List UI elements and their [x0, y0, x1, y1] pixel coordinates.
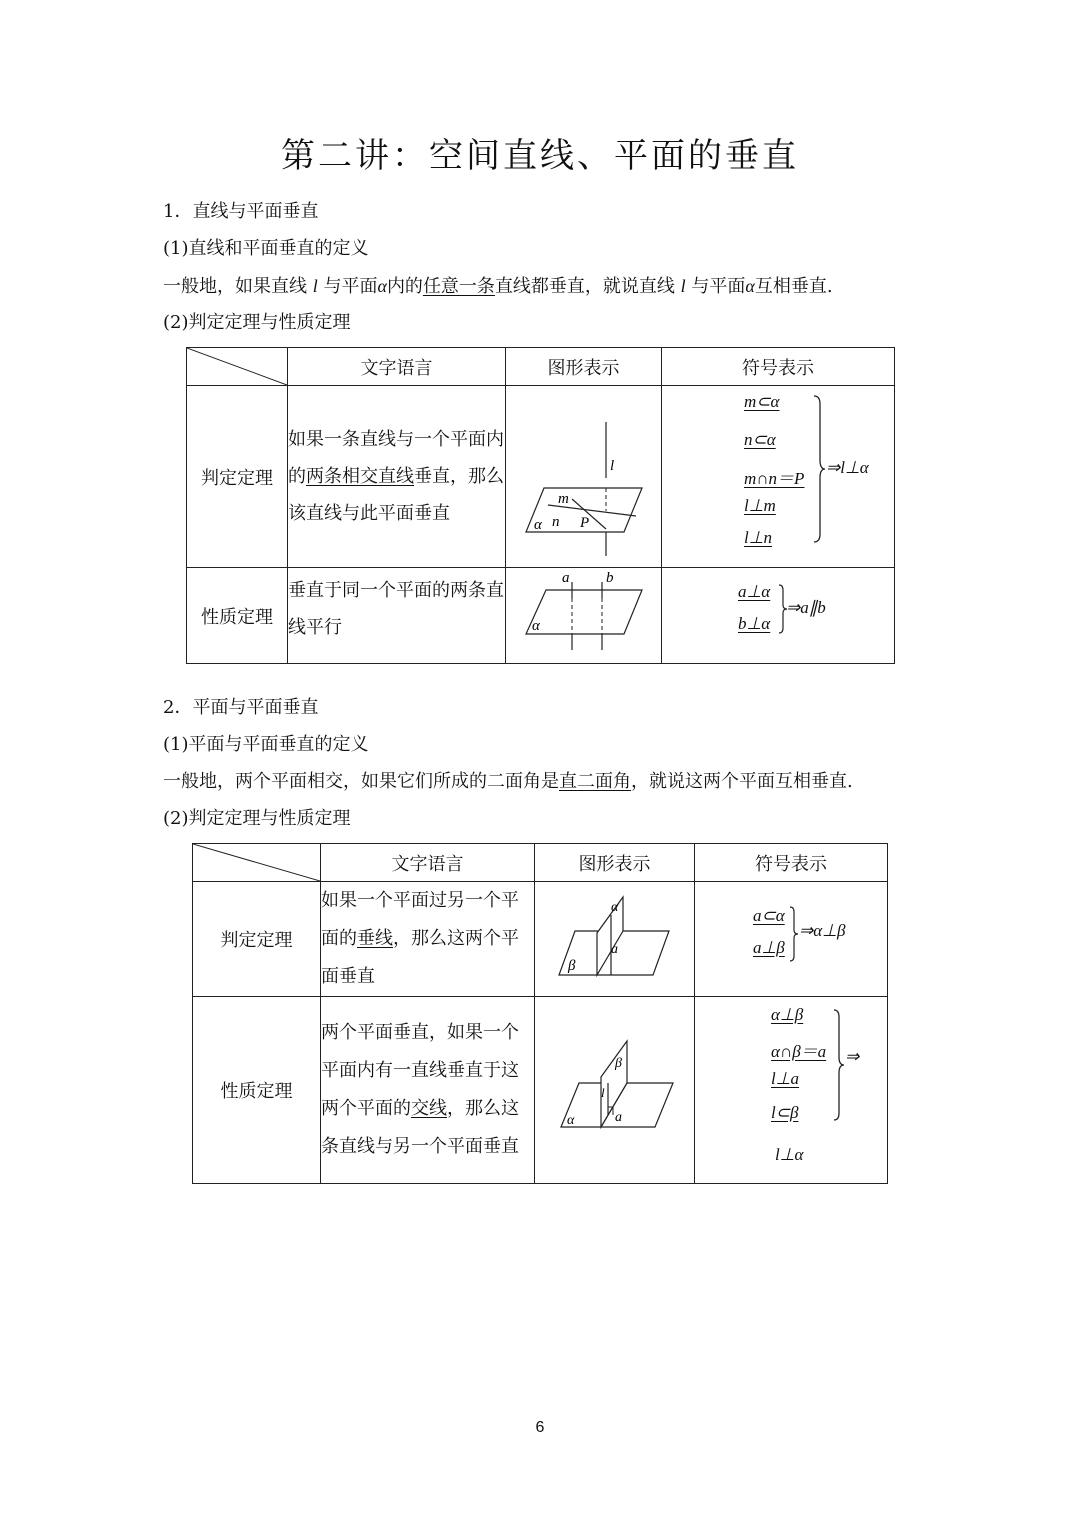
symbol-line: a⊥β: [753, 938, 785, 957]
symbol-conclusion: ⇒l⊥α: [826, 458, 869, 477]
symbol-conclusion: l⊥α: [775, 1145, 804, 1164]
label-a: a: [562, 570, 570, 586]
symbol-cell: [695, 997, 888, 1184]
symbol-line: m⊂α: [744, 392, 780, 411]
table-row: [193, 882, 888, 997]
row-text: 如果一个平面过另一个平面的垂线，那么这两个平面垂直: [321, 882, 535, 997]
section1-heading: 1．直线与平面垂直: [163, 201, 319, 222]
label-beta: β: [615, 1056, 622, 1071]
col-header-figure: 图形表示: [535, 844, 695, 882]
label-a: a: [611, 941, 618, 957]
symbol-line: α∩β＝a: [771, 1042, 827, 1061]
symbol-cell: [662, 386, 895, 568]
brace-icon: [833, 1009, 845, 1121]
brace-icon: [812, 394, 826, 544]
col-header-symbol: 符号表示: [695, 844, 888, 882]
brace-icon: [789, 906, 799, 962]
section2-sub1: (1)平面与平面垂直的定义: [163, 734, 369, 755]
symbol-line: b⊥α: [738, 614, 771, 633]
symbol-cell: [662, 568, 895, 664]
label-l: l: [601, 1085, 605, 1100]
label-alpha: α: [534, 517, 542, 533]
section1-definition: 一般地，如果直线 l 与平面α内的任意一条直线都垂直，就说直线 l 与平面α互相垂直.: [163, 276, 833, 297]
row-name: 判定定理: [193, 882, 321, 997]
symbol-line: l⊂β: [771, 1103, 799, 1122]
table-row: [187, 568, 895, 664]
table-row: [193, 997, 888, 1184]
row-name: 判定定理: [187, 386, 288, 568]
perpendicular-planes-figure: [535, 882, 695, 997]
symbol-line: n⊂α: [744, 430, 776, 449]
page-number: 6: [535, 1419, 545, 1436]
col-header-text: 文字语言: [321, 844, 535, 882]
table-corner: [193, 844, 321, 882]
symbol-line: l⊥a: [771, 1069, 800, 1088]
table-line-plane: [186, 347, 895, 664]
symbol-line: l⊥n: [744, 528, 773, 547]
row-text: 垂直于同一个平面的两条直线平行: [288, 568, 506, 664]
symbol-line: α⊥β: [771, 1005, 804, 1024]
parallel-lines-figure: [506, 568, 662, 664]
label-b: b: [606, 570, 614, 586]
col-header-figure: 图形表示: [506, 348, 662, 386]
symbol-line: a⊥α: [738, 582, 771, 601]
symbol-line: l⊥m: [744, 496, 776, 515]
symbol-line: m∩n＝P: [744, 469, 805, 488]
col-header-symbol: 符号表示: [662, 348, 895, 386]
line-perp-plane-figure: [506, 386, 662, 568]
plane-perp-property-figure: [535, 997, 695, 1184]
symbol-conclusion: ⇒a∥b: [786, 598, 826, 617]
table-corner: [187, 348, 288, 386]
label-m: m: [558, 491, 569, 507]
label-P: P: [580, 515, 590, 531]
symbol-arrow: ⇒: [845, 1047, 860, 1066]
row-name: 性质定理: [193, 997, 321, 1184]
section1-sub2: (2)判定定理与性质定理: [163, 312, 351, 333]
col-header-text: 文字语言: [288, 348, 506, 386]
label-beta: β: [568, 957, 576, 974]
label-l: l: [610, 458, 615, 474]
label-alpha: α: [611, 899, 619, 915]
page-title: 第二讲：空间直线、平面的垂直: [281, 136, 799, 176]
section1-sub1: (1)直线和平面垂直的定义: [163, 238, 369, 259]
label-alpha: α: [532, 618, 540, 634]
row-text: 如果一条直线与一个平面内的两条相交直线垂直，那么该直线与此平面垂直: [288, 386, 506, 568]
symbol-conclusion: ⇒α⊥β: [799, 921, 846, 940]
row-text: 两个平面垂直，如果一个平面内有一直线垂直于这两个平面的交线，那么这条直线与另一个平面垂直: [321, 997, 535, 1184]
section2-definition: 一般地，两个平面相交，如果它们所成的二面角是直二面角，就说这两个平面互相垂直.: [163, 771, 853, 792]
label-alpha: α: [567, 1113, 575, 1128]
section2-heading: 2．平面与平面垂直: [163, 697, 319, 718]
label-n: n: [552, 514, 560, 530]
symbol-cell: [695, 882, 888, 997]
section2-sub2: (2)判定定理与性质定理: [163, 808, 351, 829]
row-name: 性质定理: [187, 568, 288, 664]
table-row: [187, 386, 895, 568]
symbol-line: a⊂α: [753, 906, 785, 925]
table-plane-plane: [192, 843, 888, 1184]
label-a: a: [615, 1110, 622, 1125]
